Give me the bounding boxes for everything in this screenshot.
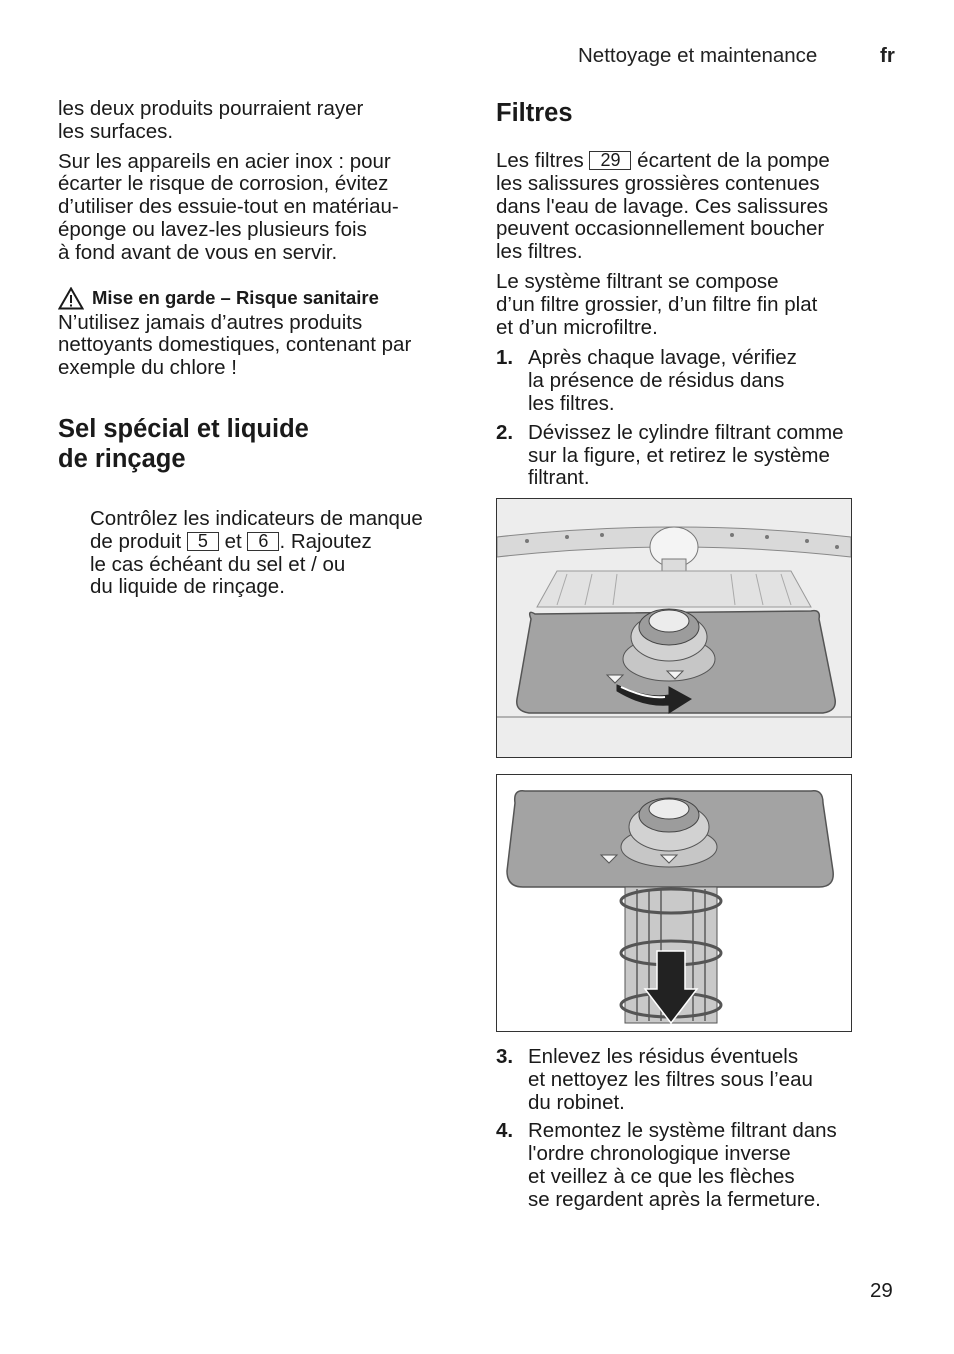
page-number: 29	[870, 1279, 893, 1302]
filter-removal-illustration	[497, 775, 851, 1031]
left-column	[58, 98, 458, 599]
filters-paragraph-2: Le système filtrant se compose d’un filtre grossier, d’un filtre fin plat et d’un microfiltre.	[496, 269, 818, 339]
warning-heading: Mise en garde – Risque sanitaire	[58, 287, 458, 310]
reference-box-29: 29	[589, 151, 631, 170]
step-4: 4. Remontez le système filtrant dans l'ordre chronologique inverse et veillez à ce que les flèches se regardent après la fermeture.	[496, 1119, 837, 1211]
salt-paragraph: Contrôlez les indicateurs de manque de produit 5 et 6 . Rajoutez le cas échéant du sel et / ou du liquide de rinçage.	[90, 506, 423, 599]
inox-paragraph: Sur les appareils en acier inox : pour écarter le risque de corrosion, évitez d’utiliser des essuie-tout en matériau- éponge ou lavez-les plusieurs fois à fond avant de vous en servir.	[58, 149, 399, 264]
section-heading-filters: Filtres	[496, 99, 573, 127]
right-column	[496, 98, 886, 1211]
step-2: 2. Dévissez le cylindre filtrant comme sur la figure, et retirez le système filtrant.	[496, 420, 844, 490]
warning-icon	[58, 287, 84, 310]
filter-unscrew-illustration	[497, 499, 851, 757]
figure-unscrew-filter	[496, 498, 852, 758]
figure-remove-filter	[496, 774, 852, 1032]
reference-box-6: 6	[247, 532, 279, 551]
language-code: fr	[880, 44, 895, 67]
warning-text: N’utilisez jamais d’autres produits nettoyants domestiques, contenant par exemple du chlore !	[58, 310, 412, 380]
section-heading-salt: Sel spécial et liquide de rinçage	[58, 414, 309, 473]
step-3: 3. Enlevez les résidus éventuels et nettoyez les filtres sous l’eau du robinet.	[496, 1045, 813, 1114]
page-header	[578, 44, 895, 68]
reference-box-5: 5	[187, 532, 219, 551]
step-1: 1. Après chaque lavage, vérifiez la présence de résidus dans les filtres.	[496, 346, 797, 415]
intro-paragraph: les deux produits pourraient rayer les surfaces.	[58, 97, 364, 143]
filters-paragraph-1: Les filtres 29 écartent de la pompe les salissures grossières contenues dans l'eau de lavage. Ces salissures peuvent occasionnellement boucher les filtres.	[496, 149, 830, 264]
section-name: Nettoyage et maintenance	[578, 44, 818, 67]
